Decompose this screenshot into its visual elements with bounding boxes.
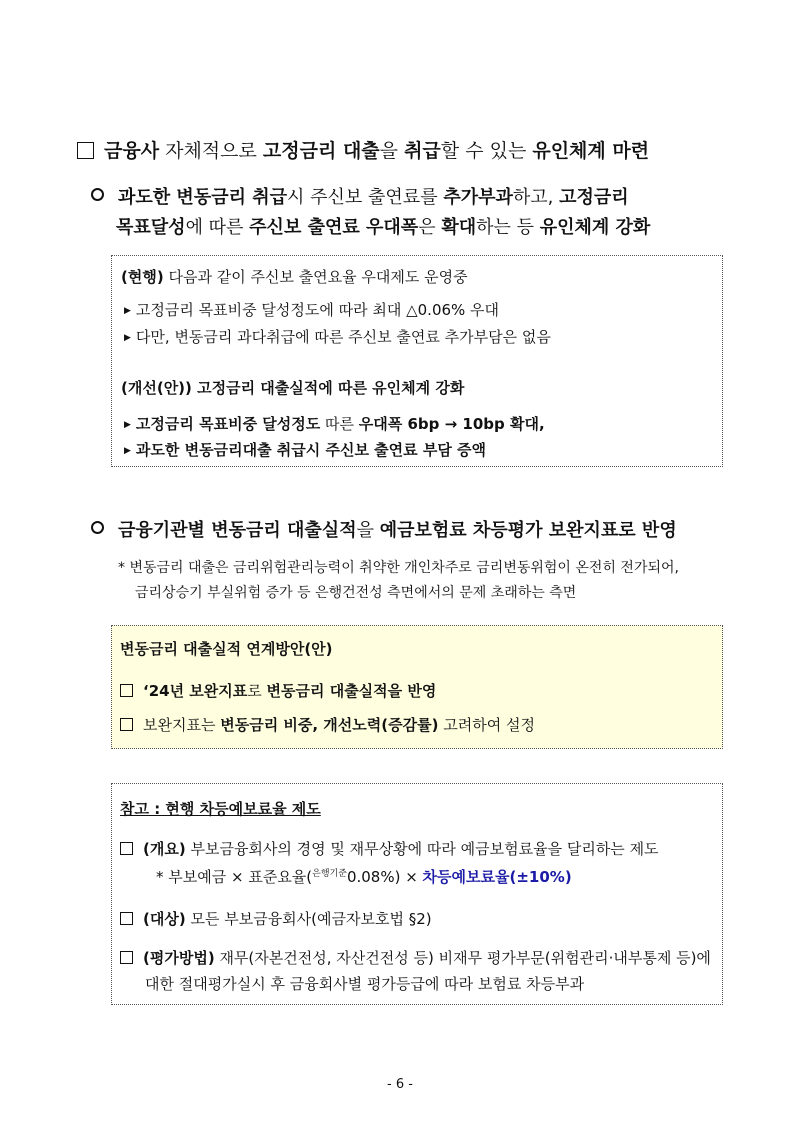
circle-bullet-icon: [91, 188, 104, 201]
section-heading: 금융사 자체적으로 고정금리 대출을 취급할 수 있는 유인체계 마련: [77, 136, 649, 163]
triangle-bullet-icon: ▶: [124, 446, 131, 456]
checkbox-icon: [120, 842, 133, 855]
plan-label-line: (개선(안)) 고정금리 대출실적에 따른 유인체계 강화: [121, 379, 465, 397]
checkbox-icon: [120, 912, 133, 925]
bullet2: 금융기관별 변동금리 대출실적을 예금보험료 차등평가 보완지표로 반영: [91, 516, 677, 542]
page-number: - 6 -: [387, 1077, 413, 1092]
current-label-line: (현행) 다음과 같이 주신보 출연요율 우대제도 운영중: [121, 268, 468, 286]
plan-item: ▶ 고정금리 목표비중 달성정도 따른 우대폭 6bp → 10bp 확대,: [124, 415, 545, 433]
checkbox-icon: [120, 951, 133, 964]
box2-item: 보완지표는 변동금리 비중, 개선노력(증감률) 고려하여 설정: [120, 714, 535, 735]
checkbox-icon: [77, 142, 94, 159]
checkbox-icon: [120, 684, 133, 697]
formula-line: * 부보예금 × 표준요율($^{은행기준}$0.08%) × 차등예보료율(±10%): [156, 868, 572, 886]
footnote-line1: * 변동금리 대출은 금리위험관리능력이 취약한 개인차주로 금리변동위험이 온전히 전가되어,: [118, 560, 679, 576]
box3-item: (평가방법) 재무(자본건전성, 자산건전성 등) 비재무 평가부문(위험관리·내부통제 등)에: [120, 947, 711, 968]
box3-item: (대상) 모든 부보금융회사(예금자보호법 §2): [120, 908, 432, 929]
triangle-bullet-icon: ▶: [124, 420, 131, 430]
plan-item: ▶ 과도한 변동금리대출 취급시 주신보 출연료 부담 증액: [124, 441, 487, 459]
current-item: ▶ 다만, 변동금리 과다취급에 따른 주신보 출연료 추가부담은 없음: [124, 328, 551, 346]
checkbox-icon: [120, 718, 133, 731]
box2-title: 변동금리 대출실적 연계방안(안): [120, 640, 333, 658]
box3-title: 참고 : 현행 차등예보료율 제도: [120, 800, 321, 818]
current-item: ▶ 고정금리 목표비중 달성정도에 따라 최대 △0.06% 우대: [124, 301, 500, 319]
box3-item-continued: 대한 절대평가실시 후 금융회사별 평가등급에 따라 보험료 차등부과: [145, 975, 585, 993]
bullet1-line1: 과도한 변동금리 취급시 주신보 출연료를 추가부과하고, 고정금리: [91, 183, 629, 209]
box3-item: (개요) 부보금융회사의 경영 및 재무상황에 따라 예금보험료율을 달리하는 제도: [120, 838, 659, 859]
box2-item: ‘24년 보완지표로 변동금리 대출실적을 반영: [120, 680, 436, 701]
circle-bullet-icon: [91, 521, 104, 534]
footnote-line2: 금리상승기 부실위험 증가 등 은행건전성 측면에서의 문제 초래하는 측면: [135, 585, 577, 601]
triangle-bullet-icon: ▶: [124, 333, 131, 343]
bullet1-line2: 목표달성에 따른 주신보 출연료 우대폭은 확대하는 등 유인체계 강화: [116, 217, 651, 238]
triangle-bullet-icon: ▶: [124, 306, 131, 316]
